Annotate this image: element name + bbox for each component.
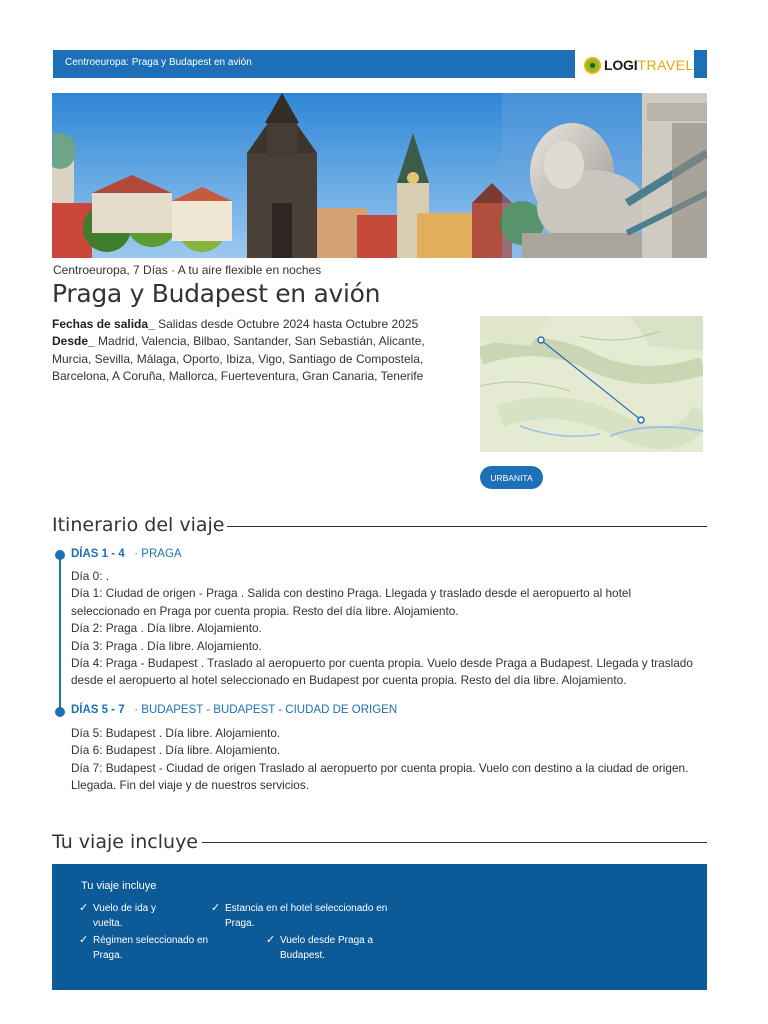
logo-text-travel: TRAVEL [637, 57, 694, 73]
header-title: Centroeuropa: Praga y Budapest en avión [65, 57, 252, 68]
day-places: · PRAGA [134, 548, 182, 560]
day-details [71, 568, 731, 690]
include-item [266, 933, 406, 963]
map-pin-icon [638, 417, 644, 423]
include-text: Praga. [225, 918, 255, 929]
dates-value: Salidas desde Octubre 2024 hasta Octubre 2025 [158, 317, 419, 331]
checkmark-icon: ✓ [79, 934, 89, 946]
from-line-1: Madrid, Valencia, Bilbao, Santander, San Sebastián, Alicante, [98, 334, 425, 349]
header-edge-accent [694, 50, 707, 78]
day-line: seleccionado en Praga por cuenta propia. Resto del día libre. Alojamiento. [71, 603, 459, 618]
hero-image [52, 93, 707, 258]
include-text: Budapest. [280, 950, 326, 961]
category-badge[interactable]: URBANITA [480, 466, 543, 489]
day-details [71, 725, 731, 795]
logitravel-logo[interactable] [584, 54, 694, 76]
include-item [79, 901, 199, 931]
day-line: Día 6: Budapest . Día libre. Alojamiento. [71, 743, 281, 758]
route-map[interactable] [480, 316, 703, 452]
include-item [79, 933, 239, 963]
logitravel-logo-icon [584, 57, 601, 74]
departure-dates [52, 316, 462, 333]
include-text: Praga. [93, 950, 123, 961]
timeline-dot-icon [55, 550, 65, 560]
from-line-2: Murcia, Sevilla, Málaga, Oporto, Ibiza, Vigo, Santiago de Compostela, [52, 351, 424, 366]
include-text: Régimen seleccionado en [93, 935, 209, 946]
checkmark-icon: ✓ [79, 902, 89, 914]
day-line: Día 2: Praga . Día libre. Alojamiento. [71, 621, 262, 636]
day-range: DÍAS 1 - 4 [71, 548, 125, 560]
day-range: DÍAS 5 - 7 [71, 704, 125, 716]
trip-subtitle: Centroeuropa, 7 Días · A tu aire flexible en noches [53, 263, 322, 277]
day-range-heading [71, 704, 397, 716]
include-text: Estancia en el hotel seleccionado en [225, 903, 388, 914]
includes-box-title: Tu viaje incluye [81, 880, 157, 892]
day-line: Día 7: Budapest - Ciudad de origen Traslado al aeropuerto por cuenta propia. Vuelo con destino a la ciudad de origen. [71, 760, 689, 775]
from-label: Desde_ [52, 334, 95, 349]
include-item [211, 901, 411, 931]
timeline-line [59, 555, 61, 713]
day-line: Día 4: Praga - Budapest . Traslado al aeropuerto por cuenta propia. Vuelo desde Praga a Budapest. Llegada y traslado [71, 656, 693, 671]
includes-heading: Tu viaje incluye [52, 831, 198, 853]
day-range-heading [71, 548, 182, 560]
day-line: Día 5: Budapest . Día libre. Alojamiento. [71, 726, 281, 740]
departure-cities [52, 333, 462, 350]
from-line-3: Barcelona, A Coruña, Mallorca, Fuerteventura, Gran Canaria, Tenerife [52, 368, 424, 383]
map-pin-icon [538, 337, 544, 343]
timeline-dot-icon [55, 707, 65, 717]
day-line: Día 0: . [71, 569, 110, 583]
day-line: Día 3: Praga . Día libre. Alojamiento. [71, 638, 262, 653]
day-places: · BUDAPEST - BUDAPEST - CIUDAD DE ORIGEN [134, 704, 398, 716]
itinerary-heading: Itinerario del viaje [52, 514, 225, 536]
includes-heading-rule [202, 842, 707, 843]
trip-info [52, 316, 462, 385]
dates-label: Fechas de salida_ [52, 317, 155, 331]
day-line: Día 1: Ciudad de origen - Praga . Salida con destino Praga. Llegada y traslado desde el aeropuerto al hotel [71, 586, 632, 601]
checkmark-icon: ✓ [211, 902, 221, 914]
day-line: desde el aeropuerto al hotel seleccionado en Budapest por cuenta propia. Resto del día libre. Alojamiento. [71, 673, 627, 688]
include-text: Vuelo desde Praga a [280, 935, 374, 946]
page-title: Praga y Budapest en avión [52, 279, 381, 308]
include-text: vuelta. [93, 918, 123, 929]
checkmark-icon: ✓ [266, 934, 276, 946]
itinerary-heading-rule [227, 526, 707, 527]
day-line: Llegada. Fin del viaje y de nuestros servicios. [71, 778, 310, 793]
include-text: Vuelo de ida y [93, 903, 157, 914]
logo-text-logi: LOGI [604, 57, 638, 73]
